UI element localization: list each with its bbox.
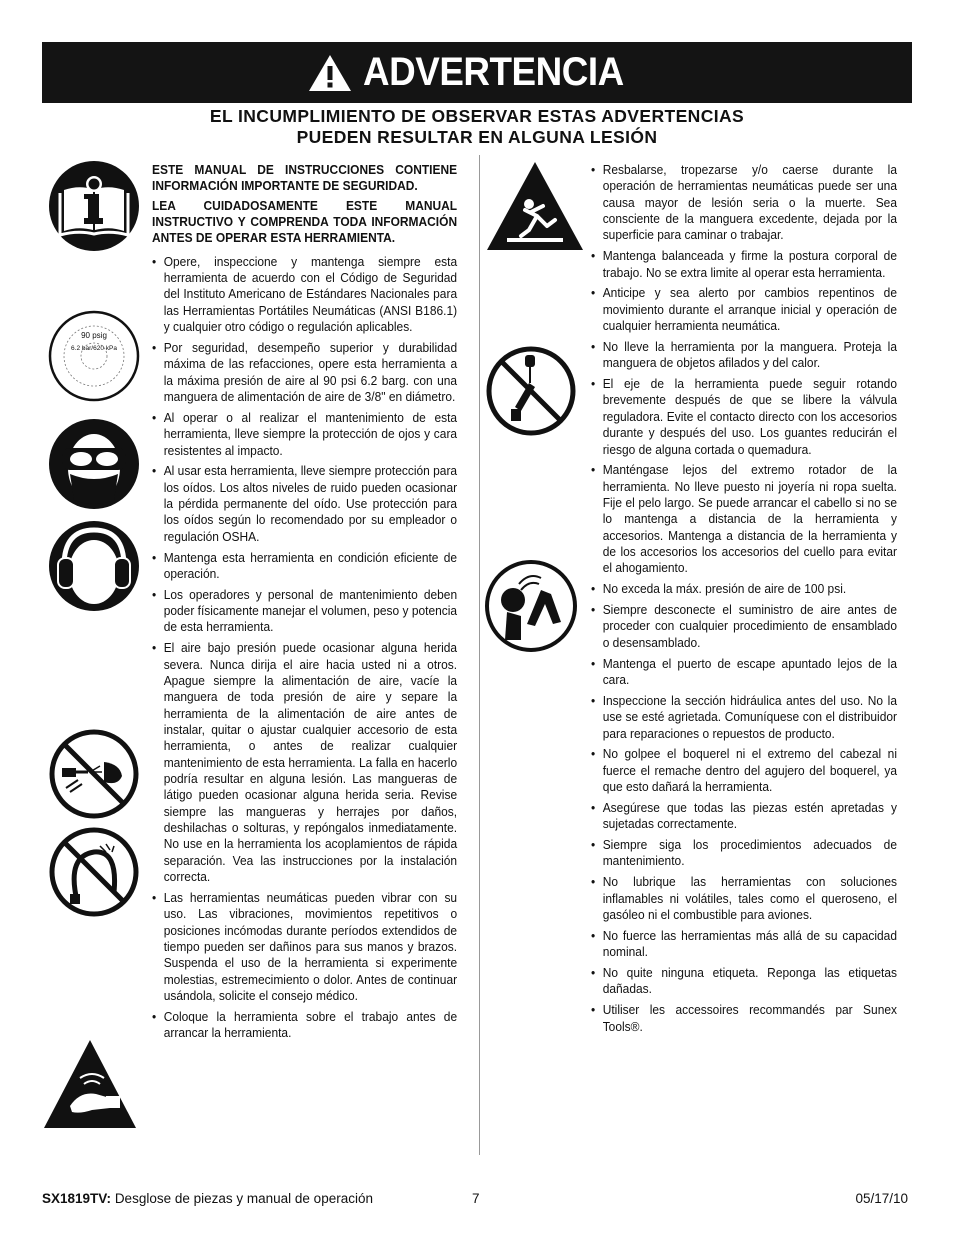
warning-triangle-icon (307, 53, 353, 93)
gauge-label-psig: 90 psig (81, 331, 107, 340)
list-item: • No quite ninguna etiqueta. Reponga las etiquetas dañadas. (591, 965, 897, 998)
eye-face-protection-icon (48, 418, 140, 510)
left-warning-list (152, 254, 457, 1042)
list-item: • Los operadores y personal de mantenimiento deben poder físicamente manejar el volumen, peso y potencia de esta herramienta. (152, 587, 457, 636)
rotating-spindle-entanglement-icon (485, 560, 577, 652)
list-item: • Asegúrese que todas las piezas estén apretadas y sujetadas correctamente. (591, 800, 897, 833)
no-carry-by-hose-icon (485, 345, 577, 437)
list-item: • No lubrique las herramientas con soluciones inflamables ni volátiles, tales como el queroseno, el gasóleo ni el combustible para aviones. (591, 874, 897, 923)
list-item: • Mantenga balanceada y firme la postura corporal de trabajo. No se extra limite al operar esta herramienta. (591, 248, 897, 281)
list-item: • Por seguridad, desempeño superior y durabilidad máxima de las refacciones, opere esta herramienta a la máxima presión de aire al 90 psi 6.2 barg. con una manguera de alimentación de aire de 3/8" en diámetro. (152, 340, 457, 405)
whipping-hose-icon (48, 826, 140, 918)
list-item: • Anticipe y sea alerto por cambios repentinos de movimiento durante el arranque inicial y operación de cualquier herramienta neumática. (591, 285, 897, 334)
gauge-label-bar: 6.2 bar/620 kPa (71, 345, 117, 352)
list-item: • Siempre siga los procedimientos adecuados de mantenimiento. (591, 837, 897, 870)
list-item: • Las herramientas neumáticas pueden vibrar con su uso. Las vibraciones, movimientos repetitivos o posiciones incómodas durante períodos extendidos de tiempo pueden ser dañinos para sus manos y brazos. Suspenda el uso de la herramienta si experimente molestias, estremecimiento o dolor. Antes de continuar usándola, solicite el consejo médico. (152, 890, 457, 1004)
warning-subtitle (42, 106, 912, 148)
page-number: 7 (472, 1191, 480, 1206)
list-item: • Al usar esta herramienta, lleve siempre protección para los oídos. Los altos niveles de ruido pueden ocasionar la pérdida permanente del oído. Use protección para los oídos según lo recomendado por su empleador o regulación OSHA. (152, 463, 457, 545)
footer-date: 05/17/10 (855, 1191, 908, 1206)
footer-doc-title (42, 1191, 373, 1206)
footer-description: Desglose de piezas y manual de operación (114, 1191, 373, 1206)
right-warning-list (591, 162, 897, 1035)
read-manual-icon (48, 160, 140, 252)
list-item: • Manténgase lejos del extremo rotador de la herramienta. No lleve puesto ni joyería ni ropa suelta. Fije el pelo largo. Se puede arrancar el cabello si no se lo mantenga a distancia de la herramienta y accesorios. Mantenga a distancia de la herramienta y de los accesorios los accesorios del cuello para evitar el ahogamiento. (591, 462, 897, 576)
list-item: • El aire bajo presión puede ocasionar alguna herida severa. Nunca dirija el aire hacia usted ni a otros. Apague siempre la alimentación de aire, vacíe la manguera de toda presión de aire y separe la herramienta de la alimentación de aire antes de instalar, quitar o ajustar cualquier accesorio de esta herramienta, o antes de realizar cualquier mantenimiento de esta herramienta. La falla en hacerlo podría resultar en alguna lesión. Las mangueras de látigo pueden ocasionar alguna herida seria. Revise siempre las mangueras y herrajes por daños, deshilachas o solturas, y repóngalos inmediatamente. No use en la herramienta los acoplamientos de rápida separación. Vea las instrucciones por la instalación correcta. (152, 640, 457, 885)
right-column (591, 162, 897, 1039)
list-item: • No golpee el boquerel ni el extremo del cabezal ni fuerce el remache dentro del agujero del boquerel, ya que esto dañará la herramienta. (591, 746, 897, 795)
no-air-at-body-icon (48, 728, 140, 820)
hearing-protection-icon (48, 520, 140, 612)
list-item: • Utiliser les accessoires recommandés par Sunex Tools®. (591, 1002, 897, 1035)
banner-title: ADVERTENCIA (363, 50, 625, 94)
list-item: • Inspeccione la sección hidráulica antes del uso. No la use se esté agrietada. Comuníquese con el distribuidor para reparaciones o repuestos de producto. (591, 693, 897, 742)
list-item: • Resbalarse, tropezarse y/o caerse durante la operación de herramientas neumáticas puede ser una causa mayor de lesión seria o la muerte. Sea consciente de la manguera excedente, dejada por la superficie para caminar o trabajar. (591, 162, 897, 244)
list-item: • No lleve la herramienta por la manguera. Proteja la manguera de objetos afilados y del calor. (591, 339, 897, 372)
list-item: • Coloque la herramienta sobre el trabajo antes de arrancar la herramienta. (152, 1009, 457, 1042)
intro-block (152, 162, 457, 247)
list-item: • No fuerce las herramientas más allá de su capacidad nominal. (591, 928, 897, 961)
footer-model: SX1819TV: (42, 1191, 112, 1206)
list-item: • Mantenga esta herramienta en condición eficiente de operación. (152, 550, 457, 583)
list-item: • Mantenga el puerto de escape apuntado lejos de la cara. (591, 656, 897, 689)
subtitle-line-1: EL INCUMPLIMIENTO DE OBSERVAR ESTAS ADVERTENCIAS (209, 106, 745, 126)
left-column (152, 162, 457, 1046)
column-divider (479, 155, 480, 1155)
pressure-gauge-icon (48, 310, 140, 402)
vibration-hazard-icon (40, 1036, 140, 1136)
slip-trip-fall-icon (485, 160, 585, 254)
subtitle-line-2: PUEDEN RESULTAR EN ALGUNA LESIÓN (296, 127, 658, 147)
list-item: • El eje de la herramienta puede seguir rotando brevemente después de que se libere la válvula reguladora. Evite el contacto directo con los accesorios durante y después del uso. Los guantes reducirán el riesgo de alguna cortada o quemadura. (591, 376, 897, 458)
intro-read-instruction: LEA CUIDADOSAMENTE ESTE MANUAL INSTRUCTIVO Y COMPRENDA TODA INFORMACIÓN ANTES DE OPERAR ESTA HERRAMIENTA. (152, 197, 458, 246)
list-item: • Opere, inspeccione y mantenga siempre esta herramienta de acuerdo con el Código de Seguridad del Instituto Americano de Estándares Nacionales para las Herramientas Portátiles Neumáticas (ANSI B186.1) y cualquier otro código o regulación aplicables. (152, 254, 457, 336)
list-item: • Siempre desconecte el suministro de aire antes de proceder con cualquier procedimiento de ensamblado o desensamblado. (591, 602, 897, 651)
list-item: • No exceda la máx. presión de aire de 100 psi. (591, 581, 897, 597)
intro-manual-notice: ESTE MANUAL DE INSTRUCCIONES CONTIENE INFORMACIÓN IMPORTANTE DE SEGURIDAD. (152, 162, 458, 194)
list-item: • Al operar o al realizar el mantenimiento de esta herramienta, lleve siempre la protección de ojos y cara resistentes al impacto. (152, 410, 457, 459)
warning-banner (42, 42, 912, 103)
